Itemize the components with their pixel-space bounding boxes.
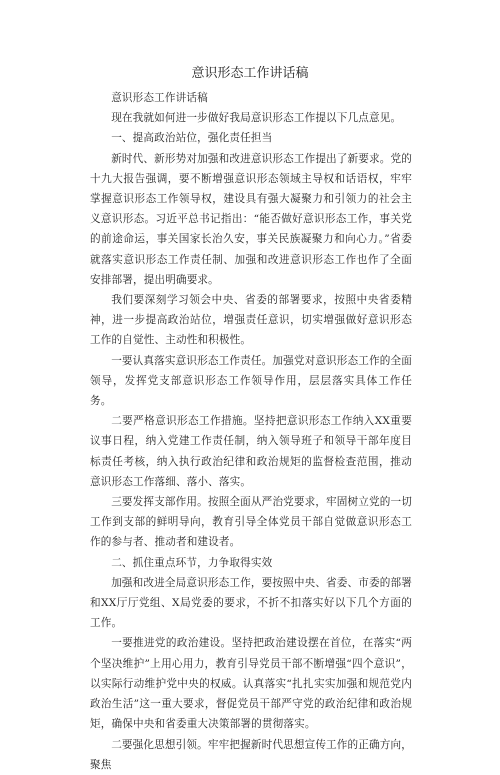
document-body: [90, 88, 412, 775]
paragraph: 加强和改进全局意识形态工作，要按照中央、省委、市委的部署和XX厅厅党组、X局党委的要求，不折不扣落实好以下几个方面的工作。: [90, 576, 413, 630]
paragraph: 一要认真落实意识形态工作责任。加强党对意识形态工作的全面领导，发挥党支部意识形态工作领导作用，层层落实具体工作任务。: [90, 354, 413, 408]
section-heading-1: 一、提高政治站位，强化责任担当: [111, 132, 273, 145]
paragraph: 三要发挥支部作用。按照全面从严治党要求，牢固树立党的一切工作到支部的鲜明导向，教育引导全体党员干部自觉做意识形态工作的参与者、推动者和建设者。: [90, 496, 413, 549]
paragraph: 新时代、新形势对加强和改进意识形态工作提出了新要求。党的十九大报告强调，要不断增强意识形态领域主导权和话语权，牢牢掌握意识形态工作领导权，建设具有强大凝聚力和引领力的社会主义意识形态。习近平总书记指出：“能否做好意识形态工作，事关党的前途命运，事关国家长治久安，事关民族凝聚力和向心力。”省委就落实意识形态工作责任制、加强和改进意识形态工作也作了全面安排部署，提出明确要求。: [90, 152, 413, 286]
document-title: 意识形态工作讲话稿: [191, 66, 309, 81]
section-heading-2: 二、抓住重点环节，力争取得实效: [111, 556, 273, 569]
paragraph: 二要严格意识形态工作措施。坚持把意识形态工作纳入XX重要议事日程，纳入党建工作责任制，纳入领导班子和领导干部年度目标责任考核，纳入执行政治纪律和政治规矩的监督检查范围，推动意识形态工作落细、落小、落实。: [90, 415, 412, 488]
paragraph: 一要推进党的政治建设。坚持把政治建设摆在首位，在落实“两个坚决维护”上用心用力，教育引导党员干部不断增强“四个意识”，以实际行动维护党中央的权威。认真落实“扎扎实实加强和规范党内政治生活”这一重大要求，督促党员干部严守党的政治纪律和政治规矩，确保中央和省委重大决策部署的贯彻落实。: [90, 637, 412, 731]
document-subtitle: 意识形态工作讲话稿: [111, 92, 208, 104]
paragraph: 二要强化思想引领。牢牢把握新时代思想宣传工作的正确方向，聚焦: [90, 738, 413, 771]
paragraph: 我们要深刻学习领会中央、省委的部署要求，按照中央省委精神，进一步提高政治站位，增强责任意识，切实增强做好意识形态工作的自觉性、主动性和积极性。: [90, 294, 412, 347]
paragraph-intro: 现在我就如何进一步做好我局意识形态工作提以下几点意见。: [111, 112, 402, 125]
